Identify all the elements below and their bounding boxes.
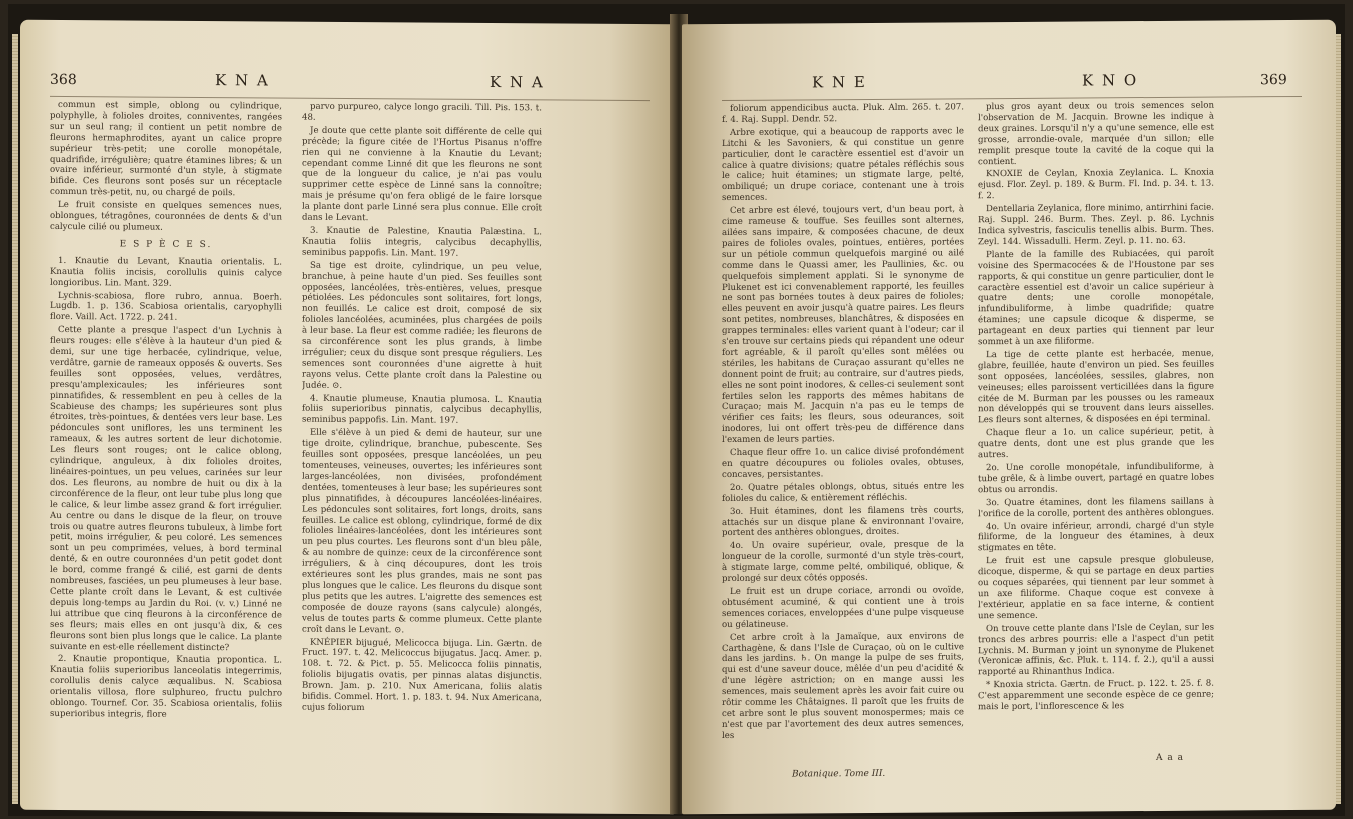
paragraph: Cette plante a presque l'aspect d'un Lychnis à fleurs rouges: elle s'élève à la hauteur d'un pied & demi, sur une tige herbacée, cylindrique, velue, verdâtre, garnie de rameaux opposés & ouverts. Ses feuilles sont opposées, velues, verdâtres, presqu'amplexicaules; les inférieures sont pinnatifides, & ressemblent en peu à celles de la Scabieuse des champs; les supérieures sont plus étroites, très-pointues, & dentées vers leur base. Les pédoncules sont uniflores, les uns terminent les rameaux, & les autres sortent de leur dichotomie. Les fleurs sont rouges; ont le calice oblong, cylindrique, anguleux, à dix folioles droites, linéaires-pointues, un peu velues, carinées sur leur dos. Les fleurons, au nombre de huit ou dix à la circonférence de la fleur, ont leur tube plus long que le calice, & leur limbe assez grand & fort irrégulier. Au centre ou dans le disque de la fleur, on trouve trois ou quatre autres fleurons tubuleux, à limbe fort petit, moins irrégulier, & peu coloré. Les semences sont un peu comprimées, velues, à bord terminal denté, & en outre couronnées d'un petit godet dont le bord, comme frangé & cilié, est garni de dents nombreuses, fasciées, un peu plumeuses à leur base. Cette plante croît dans le Levant, & est cultivée depuis long-temps au Jardin du Roi. (v. v.) Linné ne lui attribue que cinq fleurons à la circonférence de ses fleurs; mais elles en ont jusqu'à dix, & ces fleurons sont bien plus longs que le calice. La plante suivante en est-elle réellement distincte? [50, 325, 282, 653]
paragraph: 2. Knautie propontique, Knautia propontica. L. Knautia foliis superioribus lanceolatis integerrimis, corollulis denis calyce æqualibus. N. Scabiosa orientalis villosa, flore sulphureo, fructu pulchro oblongo. Tournef. Cor. 35. Scabiosa orientalis, foliis superioribus integris, flore [50, 654, 282, 720]
paragraph: Arbre exotique, qui a beaucoup de rapports avec le Litchi & les Savoniers, & qui constitue un genre particulier, dont le caractère essentiel est d'avoir un calice à quatre divisions; quatre pétales réfléchis sous le calice; huit étamines; un stigmate large, pelté, ombiliqué; un drupe coriace, contenant une à trois semences. [722, 126, 964, 204]
left-running-head-1: K N A [215, 71, 270, 90]
paragraph: parvo purpureo, calyce longo gracili. Till. Pis. 153. t. 48. [302, 101, 542, 123]
left-column-1 [50, 100, 282, 802]
right-page [682, 20, 1336, 815]
left-running-head-2: K N A [490, 72, 545, 92]
paragraph: Lychnis-scabiosa, flore rubro, annua. Boerh. Lugdb. 1. p. 136. Scabiosa orientalis, caryophylli flore. Vaill. Act. 1722. p. 241. [50, 290, 282, 324]
paragraph: 3o. Huit étamines, dont les filamens très courts, attachés sur un disque plane & environnant l'ovaire, portent des anthères oblongues, droites. [722, 504, 964, 539]
paragraph: KNOXIE de Ceylan, Knoxia Zeylanica. L. Knoxia ejusd. Flor. Zeyl. p. 189. & Burm. Fl. Ind. p. 34. t. 13. f. 2. [978, 168, 1214, 202]
paragraph: Dentellaria Zeylanica, flore minimo, antirrhini facie. Raj. Suppl. 246. Burm. Thes. Zeyl. p. 86. Lychnis Indica sylvestris, fasciculis tenellis albis. Burm. Thes. Zeyl. 144. Wissadulli. Herm. Zeyl. p. 11. no. 63. [978, 202, 1214, 248]
paragraph: 4o. Un ovaire inférieur, arrondi, chargé d'un style filiforme, de la longueur des étamines, à deux stigmates en tête. [978, 520, 1214, 554]
paragraph: Sa tige est droite, cylindrique, un peu velue, branchue, à peine haute d'un pied. Ses feuilles sont opposées, lancéolées, très-entières, velues, presque pétiolées. Les pédoncules sont solitaires, fort longs, non feuillés. Le calice est droit, composé de six folioles lancéolées, acuminées, plus chargées de poils à leur base. La fleur est comme radiée; les fleurons de sa circonférence sont les plus grands, à limbe irrégulier; ceux du disque sont presque réguliers. Les semences sont couronnées d'une aigrette à huit rayons velus. Cette plante croît dans la Palestine ou Judée. ⊙. [302, 260, 542, 391]
signature-mark: A a a [1156, 752, 1184, 763]
paragraph: E S P È C E S. [119, 239, 213, 250]
paragraph: Le fruit est une capsule presque globuleuse, dicoque, disperme, & qui se partage en deux parties ou coques séparées, qui tiennent par leur sommet à un axe filiforme. Chaque coque est convexe à l'extérieur, applatie en sa face interne, & contient une semence. [978, 554, 1214, 621]
right-column-2 [978, 101, 1214, 783]
left-page [20, 20, 675, 815]
right-folio: 369 [1260, 72, 1287, 89]
paragraph: Cet arbre est élevé, toujours vert, d'un beau port, à cime rameuse & touffue. Ses feuilles sont alternes, ailées sans impaire, & composées chacune, de deux paires de folioles ovales, pointues, entières, portées sur un pétiole commun quelquefois marginé ou ailé comme dans le Quassi amer, les Paullinies, &c. ou quelquefois simplement applati. Si le synonyme de Plukenet est ici convenablement rapporté, les feuilles ne sont pas bornées toutes à deux paires de folioles; elles peuvent en avoir jusqu'à quatre paires. Les fleurs sont petites, nombreuses, blanchâtres, & disposées en grappes terminales: elles varient quant à l'odeur; car il s'en trouve sur certains pieds qui répandent une odeur fort agréable, & il paroît qu'elles sont mêlées ou stériles, les habitans de Curaçao assurant qu'elles ne donnent point de fruit; au contraire, sur d'autres pieds, elles ne sont point inodores, & celles-ci seulement sont fertiles selon les rapports des mêmes habitans de Curaçao; mais M. Jacquin n'a pas eu le temps de vérifier ces faits; les fleurs, sous odeurances, soit inodores, lui ont offert très-peu de différence dans l'examen de leurs parties. [722, 204, 964, 446]
paragraph: * Knoxia stricta. Gærtn. de Fruct. p. 122. t. 25. f. 8. C'est apparemment une seconde espèce de ce genre; mais le port, l'inflorescence & les [978, 678, 1214, 713]
paragraph: 1. Knautie du Levant, Knautia orientalis. L. Knautia foliis incisis, corollulis quinis calyce longioribus. Lin. Mant. 329. [50, 255, 282, 289]
left-folio: 368 [50, 71, 77, 89]
right-footer: Botanique. Tome III. [792, 768, 886, 780]
right-running-head-1: K N E [812, 72, 867, 92]
paragraph: KNÉPIER bijugué, Melicocca bijuga. Lin. Gærtn. de Fruct. 197. t. 42. Melicoccus bijugatus. Jacq. Amer. p. 108. t. 72. & Pict. p. 55. Melicocca foliis pinnatis, foliolis bijugatis ovatis, per pinnas alatas disjunctis. Brown. Jam. p. 210. Nux Americana, foliis alatis bifidis. Commel. Hort. 1. p. 183. t. 94. Nux Americana, cujus foliorum [302, 637, 542, 714]
left-page-edge [12, 34, 18, 804]
paragraph: 3o. Quatre étamines, dont les filamens saillans à l'orifice de la corolle, portent des anthères oblongues. [978, 496, 1214, 519]
paragraph: Je doute que cette plante soit différente de celle qui précède; la figure citée de l'Hortus Pisanus n'offre rien qui ne convienne à la Knautie du Levant; cependant comme Linné dit que les fleurons ne sont que de la longueur du calice, je n'ai pas voulu supprimer cette espèce de Linné sans la connoître; mais je présume qu'on fera obligé de le faire lorsque la plante dont parle Linné sera plus connue. Elle croît dans le Levant. [302, 125, 542, 224]
right-column-1 [722, 102, 964, 764]
paragraph: plus gros ayant deux ou trois semences selon l'observation de M. Jacquin. Browne les indique à deux graines. Lorsqu'il n'y a qu'une semence, elle est grosse, arrondie-ovale, marquée d'un sillon; elle remplit presque toute la cavité de la coque qui la contient. [978, 100, 1214, 167]
right-running-head-2: K N O [1082, 71, 1139, 90]
paragraph: On trouve cette plante dans l'Isle de Ceylan, sur les troncs des arbres pourris: elle a l'aspect d'un petit Lychnis. M. Burman y joint un synonyme de Plukenet (Veronicæ affinis, &c. Pluk. t. 114. f. 2.), qu'il a aussi rapporté au Rhinanthus Indica. [978, 622, 1214, 678]
paragraph: commun est simple, oblong ou cylindrique, polyphylle, à folioles droites, conniventes, rangées sur un seul rang; il contient un petit nombre de fleurons hermaphrodites, ayant un calice propre supérieur très-petit; une corolle monopétale, quadrifide, irrégulière; quatre étamines libres; & un ovaire inférieur, surmonté d'un style, à stigmate bifide. Ces fleurons sont posés sur un réceptacle commun très-petit, nu, ou chargé de poils. [50, 99, 282, 199]
paragraph: 4. Knautie plumeuse, Knautia plumosa. L. Knautia foliis superioribus pinnatis, calycibus decaphyllis, seminibus pappofis. Lin. Mant. 197. [302, 393, 542, 427]
paragraph: 2o. Quatre pétales oblongs, obtus, situés entre les folioles du calice, & entièrement réfléchis. [722, 481, 964, 504]
paragraph: Cet arbre croît à la Jamaïque, aux environs de Carthagène, & dans l'Isle de Curaçao, où on le cultive dans les jardins. ♄. On mange la pulpe de ses fruits, qui est d'une saveur douce, mêlée d'un peu d'acidité & d'une légère astriction; on en mange aussi les semences, mais seulement après les avoir fait cuire ou rôtir comme les Châtaignes. Il paroît que les fruits de cet arbre sont le plus souvent monospermes; mais ce n'est que par l'avortement des deux autres semences, les [722, 630, 964, 741]
left-column-2 [302, 102, 542, 804]
open-book [8, 4, 1345, 816]
paragraph: foliorum appendicibus aucta. Pluk. Alm. 265. t. 207. f. 4. Raj. Suppl. Dendr. 52. [722, 102, 964, 125]
paragraph: La tige de cette plante est herbacée, menue, glabre, feuillée, haute d'environ un pied. Ses feuilles sont opposées, lancéolées, sessiles, glabres, non veineuses; elles paroissent verticillées dans la figure citée de M. Burman par les pousses ou les rameaux non développés qui se trouvent dans leurs aisselles. Les fleurs sont alternes, & disposées en épi terminal. [978, 348, 1214, 426]
paragraph: Chaque fleur a 1o. un calice supérieur, petit, à quatre dents, dont une est plus grande que les autres. [978, 426, 1214, 461]
paragraph: Plante de la famille des Rubiacées, qui paroît voisine des Spermacocées & de l'Houstone par ses rapports, & qui constitue un genre particulier, dont le caractère essentiel est d'avoir un calice supérieur à quatre dents; une corolle monopétale, infundibuliforme, à limbe quadrifide; quatre étamines; une capsule dicoque & disperme, se partageant en deux parties qui tiennent par leur sommet à un axe filiforme. [978, 248, 1214, 348]
paragraph: Elle s'élève à un pied & demi de hauteur, sur une tige droite, cylindrique, branchue, pubescente. Ses feuilles sont opposées, presque lancéolées, un peu tomenteuses, veineuses, ouvertes; les inférieures sont larges-lancéolées, non divisées, profondément dentées, tomenteuses à leur base; les supérieures sont plus pinnatifides, à découpures lancéolées-linéaires. Les pédoncules sont solitaires, fort longs, droits, sans feuilles. Le calice est oblong, cylindrique, formé de dix folioles linéaires-lancéolées, dont les intérieures sont un peu plus courtes. Les fleurons sont d'un bleu pâle, & au nombre de quinze: ceux de la circonférence sont irréguliers, & à cinq découpures, dont les trois extérieures sont les plus grandes, mais ne sont pas plus longues que le calice. Les fleurons du disque sont plus petits que les autres. L'aigrette des semences est composée de douze rayons (sans calycule) alongés, velus de toutes parts & comme plumeux. Cette plante croît dans le Levant. ⊙. [302, 428, 542, 635]
right-head-rule [722, 96, 1302, 101]
paragraph: Chaque fleur offre 1o. un calice divisé profondément en quatre découpures ou folioles ovales, obtuses, concaves, persistantes. [722, 446, 964, 480]
paragraph: 4o. Un ovaire supérieur, ovale, presque de la longueur de la corolle, surmonté d'un style très-court, à stigmate large, comme pelté, ombiliqué, oblique, & prolongé sur deux côtés opposés. [722, 539, 964, 585]
paragraph: 2o. Une corolle monopétale, infundibuliforme, à tube grêle, & à limbe ouvert, partagé en quatre lobes obtus ou arrondis. [978, 461, 1214, 496]
paragraph: Le fruit est un drupe coriace, arrondi ou ovoïde, obtusément acuminé, & qui contient une à trois semences coriaces, enveloppées d'une pulpe visqueuse ou gélatineuse. [722, 585, 964, 630]
paragraph: Le fruit consiste en quelques semences nues, oblongues, tétragônes, couronnées de dents & d'un calycule cilié ou plumeux. [50, 200, 282, 233]
paragraph: 3. Knautie de Palestine, Knautia Palæstina. L. Knautia foliis integris, calycibus decaphyllis, seminibus pappofis. Lin. Mant. 197. [302, 225, 542, 259]
